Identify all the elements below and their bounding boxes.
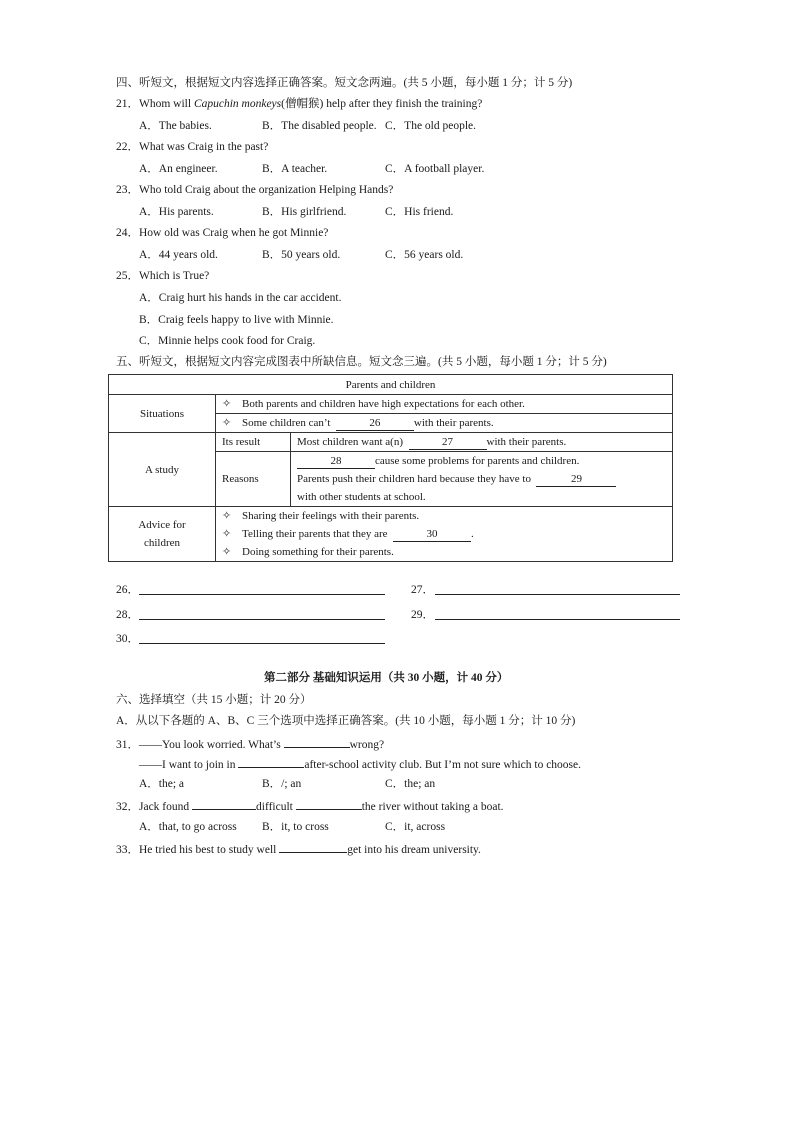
reasons-label: Reasons	[216, 452, 291, 507]
q24-option-a[interactable]: A．44 years old.	[139, 249, 218, 261]
q22-option-a[interactable]: A．An engineer.	[139, 163, 218, 175]
subsection-a-header: A．从以下各题的 A、B、C 三个选项中选择正确答案。(共 10 小题，每小题 1 分；计 10 分)	[116, 715, 576, 727]
blank-29[interactable]: 29	[536, 473, 616, 487]
situations-label: Situations	[109, 395, 216, 433]
result-text: Most children want a(n) 27 with their parents.	[291, 433, 673, 452]
q32-option-c[interactable]: C．it, across	[385, 821, 446, 833]
answer-26-label: 26．	[116, 584, 139, 596]
q25-option-b[interactable]: B．Craig feels happy to live with Minnie.	[139, 314, 334, 326]
answer-27-line[interactable]	[435, 594, 680, 595]
q32-option-a[interactable]: A．that, to go across	[139, 821, 237, 833]
bullet-icon: ✧	[222, 546, 232, 558]
question-31-line2: ——I want to join in after-school activity club. But I’m not sure which to choose.	[139, 755, 581, 773]
advice-label: Advice for children	[109, 507, 216, 562]
blank-27[interactable]: 27	[409, 436, 487, 450]
section4-header: 四、听短文，根据短文内容选择正确答案。短文念两遍。(共 5 小题，每小题 1 分；计 5 分)	[116, 77, 573, 89]
part2-title: 第二部分 基础知识运用（共 30 小题，计 40 分）	[264, 672, 509, 684]
answer-29-line[interactable]	[435, 619, 680, 620]
question-31-line1: 31．——You look worried. What’s wrong?	[116, 735, 384, 753]
answer-28-label: 28．	[116, 609, 139, 621]
answer-26-line[interactable]	[139, 594, 385, 595]
q21-text-post: (僧帽猴) help after they finish the training?	[281, 98, 483, 110]
q21-text-pre: Whom will	[139, 98, 194, 110]
question-21	[116, 96, 482, 112]
q32-option-b[interactable]: B．it, to cross	[262, 821, 329, 833]
q25-option-a[interactable]: A．Craig hurt his hands in the car accident.	[139, 292, 342, 304]
q25-option-c[interactable]: C．Minnie helps cook food for Craig.	[139, 335, 316, 347]
q21-option-a[interactable]: A．The babies.	[139, 120, 212, 132]
situation-1: ✧ Both parents and children have high expectations for each other.	[216, 395, 673, 414]
q23-option-a[interactable]: A．His parents.	[139, 206, 214, 218]
answer-30-line[interactable]	[139, 643, 385, 644]
q21-italic: Capuchin monkeys	[193, 98, 282, 110]
bullet-icon: ✧	[222, 398, 232, 410]
answer-30-label: 30．	[116, 633, 139, 645]
reasons-text: 28 cause some problems for parents and children. Parents push their children hard because they have to 29 with other students at school.	[291, 452, 673, 507]
question-32: 32．Jack found difficult the river without taking a boat.	[116, 797, 504, 815]
q21-number: 21．	[116, 98, 139, 110]
bullet-icon: ✧	[222, 528, 232, 540]
advice-items: ✧ Sharing their feelings with their parents. ✧ Telling their parents that they are 30 . ✧ Doing something for their parents.	[216, 507, 673, 562]
q33-blank[interactable]	[279, 840, 347, 853]
q24-option-b[interactable]: B．50 years old.	[262, 249, 341, 261]
section6-header: 六、选择填空（共 15 小题；计 20 分）	[116, 694, 312, 706]
q21-option-b[interactable]: B．The disabled people.	[262, 120, 377, 132]
section5-header: 五、听短文，根据短文内容完成图表中所缺信息。短文念三遍。(共 5 小题，每小题 1 分；计 5 分)	[116, 356, 607, 368]
bullet-icon: ✧	[222, 417, 232, 429]
question-24: 24．How old was Craig when he got Minnie?	[116, 227, 329, 239]
q22-option-c[interactable]: C．A football player.	[385, 163, 485, 175]
q32-blank-1[interactable]	[192, 797, 256, 810]
q32-blank-2[interactable]	[296, 797, 362, 810]
q24-option-c[interactable]: C．56 years old.	[385, 249, 464, 261]
q21-option-c[interactable]: C．The old people.	[385, 120, 477, 132]
study-label: A study	[109, 433, 216, 507]
bullet-icon: ✧	[222, 510, 232, 522]
question-25: 25．Which is True?	[116, 270, 210, 282]
answer-28-line[interactable]	[139, 619, 385, 620]
q23-option-b[interactable]: B．His girlfriend.	[262, 206, 347, 218]
q23-option-c[interactable]: C．His friend.	[385, 206, 454, 218]
result-label: Its result	[216, 433, 291, 452]
answer-27-label: 27．	[411, 584, 434, 596]
blank-30[interactable]: 30	[393, 528, 471, 542]
blank-26[interactable]: 26	[336, 417, 414, 431]
question-33: 33．He tried his best to study well get into his dream university.	[116, 840, 481, 858]
question-23: 23．Who told Craig about the organization Helping Hands?	[116, 184, 394, 196]
info-table	[108, 374, 673, 562]
table-title: Parents and children	[109, 375, 673, 395]
answer-29-label: 29．	[411, 609, 434, 621]
blank-28[interactable]: 28	[297, 455, 375, 469]
q31-option-c[interactable]: C．the; an	[385, 778, 436, 790]
situation-2: ✧ Some children can’t 26 with their parents.	[216, 414, 673, 433]
q22-option-b[interactable]: B．A teacher.	[262, 163, 328, 175]
q31-option-b[interactable]: B．/; an	[262, 778, 302, 790]
q31-option-a[interactable]: A．the; a	[139, 778, 185, 790]
q31-blank-1[interactable]	[284, 735, 350, 748]
q31-blank-2[interactable]	[238, 755, 304, 768]
question-22: 22．What was Craig in the past?	[116, 141, 269, 153]
